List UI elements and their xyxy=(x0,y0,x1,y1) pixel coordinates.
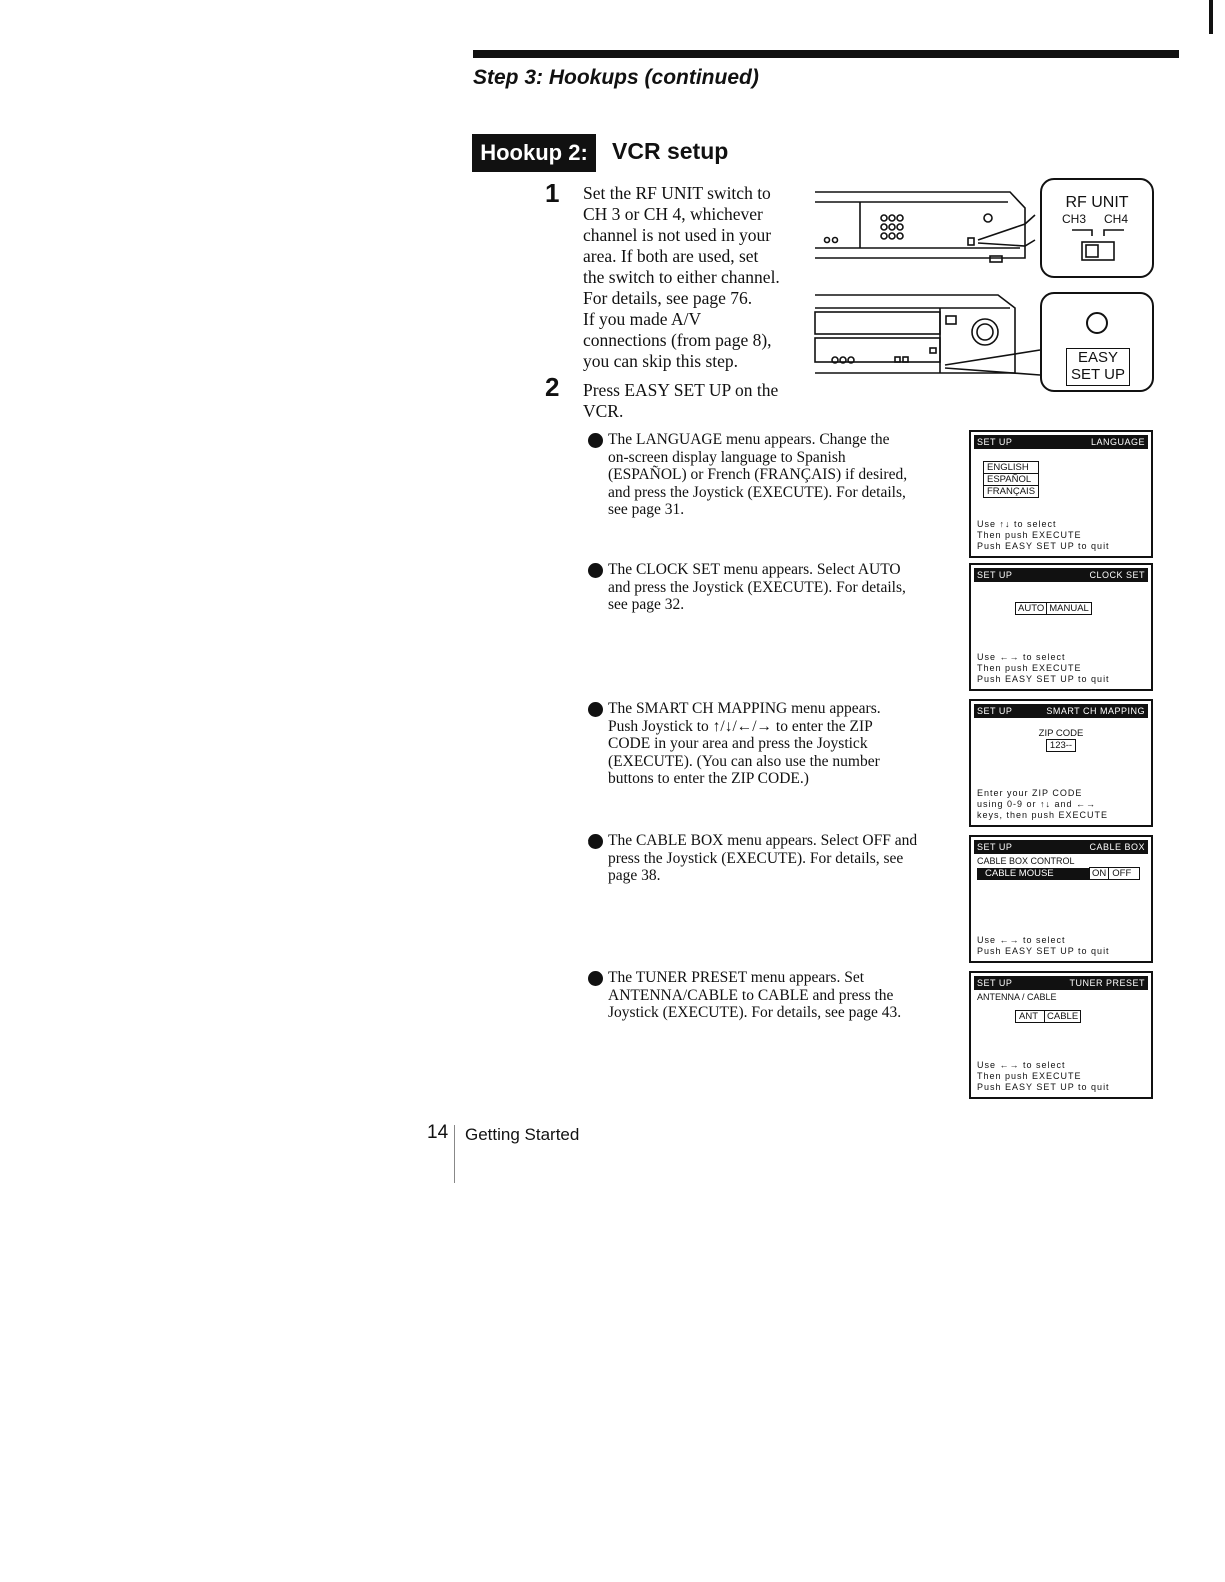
footer-line: Use ←→ to select xyxy=(977,652,1066,662)
language-options xyxy=(983,461,1039,498)
language-option-espanol: ESPAÑOL xyxy=(984,474,1038,486)
text-line: Press EASY SET UP on the xyxy=(583,380,779,400)
header-left: SET UP xyxy=(977,437,1013,447)
cable-mouse-item: CABLE MOUSE xyxy=(977,868,1089,880)
ch4-label: CH4 xyxy=(1104,212,1129,226)
text-line: The TUNER PRESET menu appears. Set xyxy=(608,969,865,986)
screen-footer xyxy=(977,519,1110,552)
footer-line: keys, then push EXECUTE xyxy=(977,810,1109,820)
footer-line: Use ↑↓ to select xyxy=(977,519,1057,529)
cable-option-on: ON xyxy=(1089,867,1108,880)
number-marker: 4 xyxy=(588,834,603,849)
page-number: 14 xyxy=(427,1122,449,1143)
language-screen xyxy=(969,430,1153,558)
screen-footer xyxy=(977,1060,1110,1093)
number-marker: 3 xyxy=(588,702,603,717)
rf-unit-callout xyxy=(1040,178,1154,278)
text-line: (EXECUTE). (You can also use the number xyxy=(608,752,880,770)
text-line: The CABLE BOX menu appears. Select OFF and xyxy=(608,832,918,849)
header-right: CABLE BOX xyxy=(1089,842,1145,852)
footer-line: using 0-9 or ↑↓ and ←→ xyxy=(977,799,1097,809)
text-line: see page 31. xyxy=(608,501,685,519)
substep-language xyxy=(582,431,968,519)
text-line: you can skip this step. xyxy=(583,351,739,371)
rf-unit-label: RF UNIT xyxy=(1065,194,1129,211)
header-right: CLOCK SET xyxy=(1089,570,1145,580)
footer-line: Push EASY SET UP to quit xyxy=(977,1082,1110,1092)
text-line: press the Joystick (EXECUTE). For details, see xyxy=(608,849,904,867)
cable-box-screen xyxy=(969,835,1153,963)
screen-header xyxy=(974,704,1148,718)
rf-switch-icon xyxy=(1070,226,1130,268)
screen-header xyxy=(974,435,1148,449)
text-line: area. If both are used, set xyxy=(583,246,759,266)
number-marker: 2 xyxy=(588,563,603,578)
cable-option-off: OFF xyxy=(1108,867,1140,880)
text-line: and press the Joystick (EXECUTE). For details, xyxy=(608,578,906,596)
footer-line: Push EASY SET UP to quit xyxy=(977,541,1110,551)
text-line: Set the RF UNIT switch to xyxy=(583,183,771,203)
header-left: SET UP xyxy=(977,842,1013,852)
footer-line: Use ←→ to select xyxy=(977,1060,1066,1070)
number-marker: 1 xyxy=(588,433,603,448)
footer-section: Getting Started xyxy=(465,1125,580,1144)
screen-header xyxy=(974,976,1148,990)
text-line: channel is not used in your xyxy=(583,225,772,245)
edge-marker xyxy=(1209,0,1213,34)
text-line: CH 3 or CH 4, whichever xyxy=(583,204,763,224)
text-line: buttons to enter the ZIP CODE.) xyxy=(608,770,809,788)
zip-code-value: 123-- xyxy=(1046,739,1076,752)
text-line: and press the Joystick (EXECUTE). For details, xyxy=(608,483,906,501)
step-number: 1 xyxy=(545,178,560,208)
button-icon xyxy=(1086,312,1108,334)
cable-box-control-label: CABLE BOX CONTROL xyxy=(977,856,1075,866)
substep-cable xyxy=(582,832,968,885)
easy-setup-line: SET UP xyxy=(1071,366,1125,383)
text-line: see page 32. xyxy=(608,596,685,614)
zip-code-label: ZIP CODE xyxy=(1038,728,1084,739)
language-option-francais: FRANÇAIS xyxy=(987,486,1036,497)
easy-setup-button xyxy=(1066,348,1130,386)
text-line: The LANGUAGE menu appears. Change the xyxy=(608,431,890,448)
footer-line: Use ←→ to select xyxy=(977,935,1066,945)
language-option-english: ENGLISH xyxy=(984,462,1038,474)
header-left: SET UP xyxy=(977,570,1013,580)
footer-line: Enter your ZIP CODE xyxy=(977,788,1083,798)
footer-line: Then push EXECUTE xyxy=(977,530,1082,540)
text-line: on-screen display language to Spanish xyxy=(608,448,846,466)
header-right: TUNER PRESET xyxy=(1069,978,1145,988)
screen-header xyxy=(974,568,1148,582)
mapping-screen xyxy=(969,699,1153,827)
text-line: connections (from page 8), xyxy=(583,330,772,350)
clock-option-auto: AUTO xyxy=(1015,602,1046,615)
hookup-badge: Hookup 2: xyxy=(472,134,596,172)
screen-footer xyxy=(977,788,1108,821)
text-line: For details, see page 76. xyxy=(583,288,753,308)
text-line: the switch to either channel. xyxy=(583,267,780,287)
footer-line: Then push EXECUTE xyxy=(977,663,1082,673)
header-left: SET UP xyxy=(977,978,1013,988)
header-left: SET UP xyxy=(977,706,1013,716)
text-line: The SMART CH MAPPING menu appears. xyxy=(608,700,881,717)
text-line: CODE in your area and press the Joystick xyxy=(608,735,868,753)
screen-header xyxy=(974,840,1148,854)
clock-screen xyxy=(969,563,1153,691)
step-1-text xyxy=(583,183,823,372)
text-line: ANTENNA/CABLE to CABLE and press the xyxy=(608,986,894,1004)
footer-line: Push EASY SET UP to quit xyxy=(977,946,1110,956)
clock-option-manual: MANUAL xyxy=(1046,602,1092,615)
footer-line: Push EASY SET UP to quit xyxy=(977,674,1110,684)
number-marker: 5 xyxy=(588,971,603,986)
header-right: LANGUAGE xyxy=(1090,437,1145,447)
text-line: The CLOCK SET menu appears. Select AUTO xyxy=(608,561,901,578)
tuner-option-cable: CABLE xyxy=(1044,1010,1081,1023)
substep-clock xyxy=(582,561,968,614)
text-line: Joystick (EXECUTE). For details, see page 43. xyxy=(608,1004,902,1022)
footer-line: Then push EXECUTE xyxy=(977,1071,1082,1081)
vcr-illustration xyxy=(810,180,1050,390)
screen-footer xyxy=(977,652,1110,685)
easy-setup-line: EASY xyxy=(1077,349,1119,366)
substep-mapping xyxy=(582,700,968,788)
text-line: page 38. xyxy=(608,867,661,885)
step-number: 2 xyxy=(545,372,560,402)
text-line: VCR. xyxy=(583,401,624,421)
step-title: Step 3: Hookups (continued) xyxy=(473,66,759,89)
section-title: VCR setup xyxy=(612,138,729,164)
text-line: Push Joystick to ↑/↓/←/→ to enter the ZIP xyxy=(608,717,873,735)
footer-divider xyxy=(454,1125,455,1183)
substep-tuner xyxy=(582,969,968,1022)
easy-setup-callout xyxy=(1040,292,1154,392)
antenna-cable-label: ANTENNA / CABLE xyxy=(977,992,1057,1002)
text-line: If you made A/V xyxy=(583,309,702,329)
header-right: SMART CH MAPPING xyxy=(1046,706,1145,716)
screen-footer xyxy=(977,935,1110,957)
step-2-text xyxy=(583,380,813,422)
tuner-preset-screen xyxy=(969,971,1153,1099)
header-rule xyxy=(473,50,1179,58)
text-line: (ESPAÑOL) or French (FRANÇAIS) if desired, xyxy=(608,466,908,484)
ch3-label: CH3 xyxy=(1062,212,1087,226)
tuner-option-ant: ANT xyxy=(1015,1010,1044,1023)
